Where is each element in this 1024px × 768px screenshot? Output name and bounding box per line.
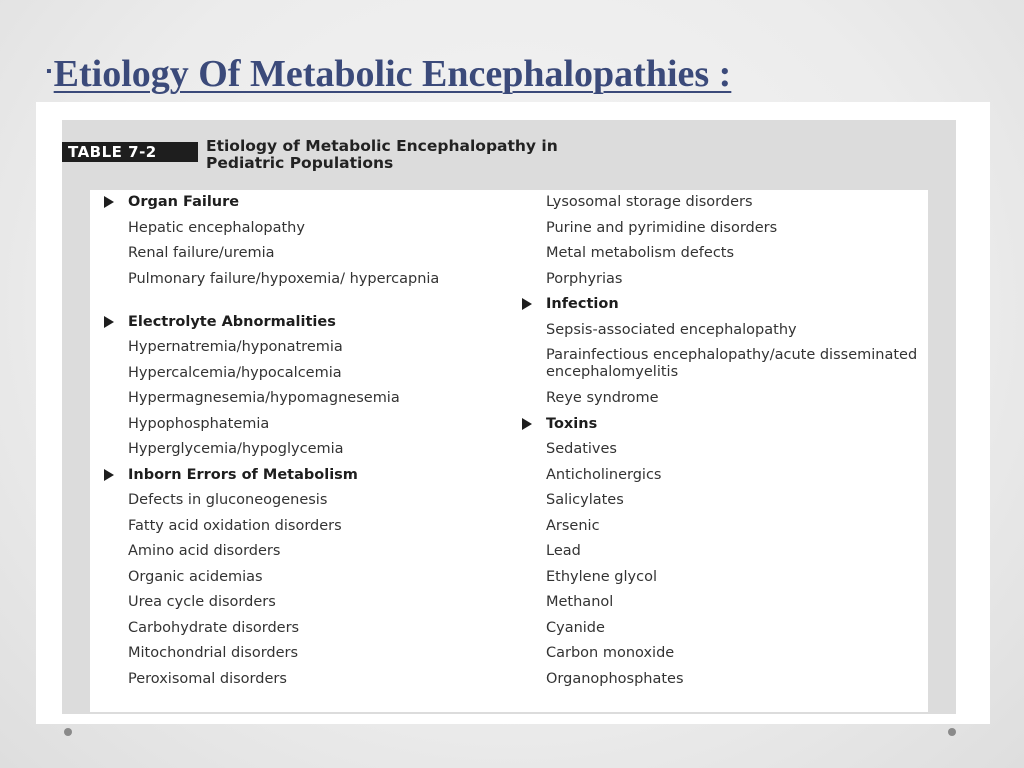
table-list-item	[516, 437, 926, 463]
table-list-item	[516, 241, 926, 267]
item-label: Organophosphates	[546, 670, 684, 687]
item-label: Lysosomal storage disorders	[546, 194, 753, 210]
item-label: Arsenic	[546, 517, 600, 534]
item-label: Defects in gluconeogenesis	[128, 492, 328, 508]
table-list-item	[98, 565, 508, 591]
item-label: Pulmonary failure/hypoxemia/ hypercapnia	[128, 270, 440, 287]
item-label: Parainfectious encephalopathy/acute disseminated encephalomyelitis	[546, 347, 918, 380]
table-body	[90, 190, 928, 712]
item-label: Peroxisomal disorders	[128, 670, 287, 687]
triangle-arrow-icon	[522, 418, 532, 430]
table-list-item	[98, 216, 508, 242]
item-label: Anticholinergics	[546, 466, 662, 483]
table-list-item	[98, 641, 508, 667]
table-list-item	[98, 412, 508, 438]
item-label: Mitochondrial disorders	[128, 645, 299, 661]
item-label: Cyanide	[546, 619, 605, 636]
item-label: Hepatic encephalopathy	[128, 219, 305, 236]
table-list-item	[98, 267, 508, 310]
category-label: Organ Failure	[128, 194, 240, 210]
category-heading	[516, 292, 926, 318]
item-label: Salicylates	[546, 492, 624, 508]
item-label: Lead	[546, 543, 581, 559]
content-panel	[36, 102, 990, 724]
item-label: Ethylene glycol	[546, 568, 657, 585]
category-label: Inborn Errors of Metabolism	[128, 466, 358, 483]
category-heading	[98, 463, 508, 489]
table-list-item	[516, 488, 926, 514]
item-label: Hyperglycemia/hypoglycemia	[128, 441, 344, 457]
triangle-arrow-icon	[104, 316, 114, 328]
category-heading	[98, 190, 508, 216]
category-heading	[516, 412, 926, 438]
category-heading	[98, 310, 508, 336]
item-label: Renal failure/uremia	[128, 245, 275, 261]
item-label: Hypernatremia/hyponatremia	[128, 339, 343, 355]
table-list-item	[98, 514, 508, 540]
item-label: Sedatives	[546, 441, 617, 457]
slide-title	[46, 52, 731, 96]
table-list-item	[98, 488, 508, 514]
table-list-item	[516, 641, 926, 667]
slide-title-text: Etiology Of Metabolic Encephalopathies :	[53, 53, 732, 95]
item-label: Reye syndrome	[546, 390, 659, 406]
table-list-item	[516, 267, 926, 293]
table-caption	[206, 138, 766, 172]
table-list-item	[516, 565, 926, 591]
item-label: Urea cycle disorders	[128, 594, 276, 610]
table-list-item	[98, 667, 508, 693]
table-list-item	[516, 514, 926, 540]
table-list-item	[516, 539, 926, 565]
triangle-arrow-icon	[522, 298, 532, 310]
item-label: Hypophosphatemia	[128, 415, 270, 432]
slide-dot-decoration-left	[64, 728, 72, 736]
table-list-item	[516, 318, 926, 344]
item-label: Hypercalcemia/hypocalcemia	[128, 364, 342, 381]
item-label: Porphyrias	[546, 270, 623, 287]
table-list-item	[98, 590, 508, 616]
table-list-item	[516, 590, 926, 616]
table-list-item	[98, 241, 508, 267]
table-list-item	[98, 361, 508, 387]
table-list-item	[98, 539, 508, 565]
table-list-item	[516, 216, 926, 242]
table-list-item	[98, 616, 508, 642]
table-list-item	[516, 667, 926, 693]
item-label: Metal metabolism defects	[546, 245, 735, 261]
item-label: Sepsis-associated encephalopathy	[546, 321, 797, 338]
item-label: Carbohydrate disorders	[128, 619, 300, 636]
right-column	[516, 190, 926, 692]
category-label: Electrolyte Abnormalities	[128, 313, 336, 330]
table-caption-line-1: Etiology of Metabolic Encephalopathy in	[206, 137, 558, 155]
item-label: Methanol	[546, 594, 614, 610]
table-list-item	[516, 616, 926, 642]
slide-dot-decoration-right	[948, 728, 956, 736]
table-caption-line-2: Pediatric Populations	[206, 154, 394, 172]
table-list-item	[98, 437, 508, 463]
table-list-item	[516, 190, 926, 216]
category-label: Infection	[546, 296, 619, 312]
left-column	[98, 190, 508, 692]
table-number-tag: TABLE 7-2	[62, 142, 198, 162]
table-list-item	[98, 386, 508, 412]
table-list-item	[98, 335, 508, 361]
table-list-item	[516, 343, 926, 386]
item-label: Carbon monoxide	[546, 645, 675, 661]
item-label: Fatty acid oxidation disorders	[128, 517, 342, 534]
table-list-item	[516, 463, 926, 489]
item-label: Hypermagnesemia/hypomagnesemia	[128, 390, 400, 406]
table-header	[62, 138, 956, 198]
triangle-arrow-icon	[104, 196, 114, 208]
table-list-item	[516, 386, 926, 412]
title-bullet: ▪	[46, 63, 52, 80]
table-image	[62, 120, 956, 714]
item-label: Amino acid disorders	[128, 543, 281, 559]
item-label: Purine and pyrimidine disorders	[546, 219, 778, 236]
category-label: Toxins	[546, 415, 598, 432]
triangle-arrow-icon	[104, 469, 114, 481]
item-label: Organic acidemias	[128, 568, 263, 585]
